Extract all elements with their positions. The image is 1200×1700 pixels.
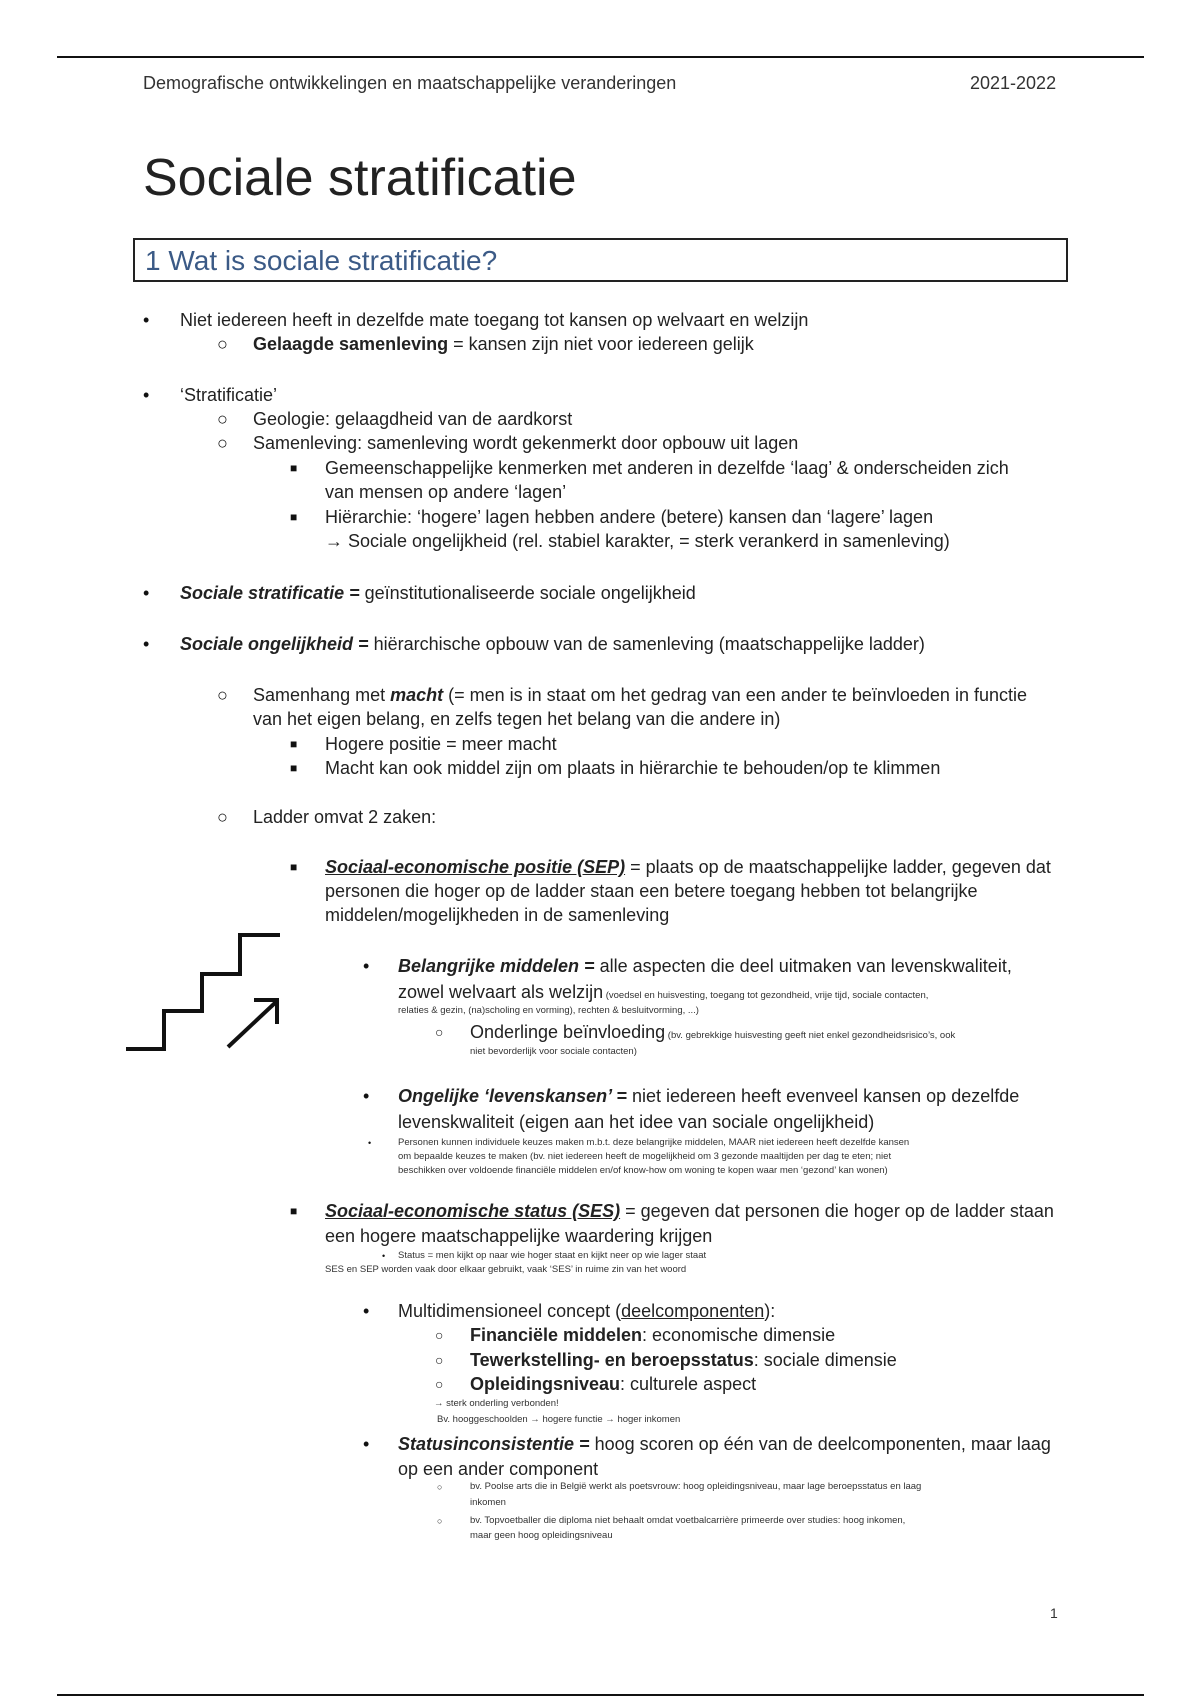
arrow-up-right-icon — [228, 1000, 277, 1047]
sub-bullet-marker: ○ — [217, 409, 228, 429]
list-item: Geologie: gelaagdheid van de aardkorst — [253, 409, 573, 429]
sub-bullet-marker: ○ — [217, 433, 228, 453]
bottom-rule — [57, 1694, 1144, 1696]
square-bullet-marker: ■ — [290, 860, 298, 874]
bullet-marker: • — [143, 583, 150, 603]
list-item: Hogere positie = meer macht — [325, 734, 557, 754]
list-item-cont: maar geen hoog opleidingsniveau — [470, 1530, 613, 1541]
list-item-cont: beschikken over voldoende financiële middelen en/of know-how om woning te kopen waar men ‘gezond’ kan wonen) — [398, 1165, 888, 1176]
list-item: bv. Topvoetballer die diploma niet behaalt omdat voetbalcarrière primeerde over studies: hoog inkomen, — [470, 1515, 906, 1526]
list-item-cont: relaties & gezin, (na)scholing en vorming), rechten & besluitvorming, ...) — [398, 1005, 699, 1016]
note: → sterk onderling verbonden! — [434, 1398, 559, 1409]
list-item-cont: SES en SEP worden vaak door elkaar gebruikt, vaak ‘SES’ in ruime zin van het woord — [325, 1264, 687, 1275]
list-item: Samenleving: samenleving wordt gekenmerkt door opbouw uit lagen — [253, 433, 799, 453]
list-item: Hiërarchie: ‘hogere’ lagen hebben andere (betere) kansen dan ‘lagere’ lagen — [325, 507, 934, 527]
sub-bullet-marker: ○ — [435, 1327, 444, 1343]
note: Bv. hooggeschoolden → hogere functie → hoger inkomen — [437, 1414, 681, 1425]
list-item: Niet iedereen heeft in dezelfde mate toegang tot kansen op welvaart en welzijn — [180, 310, 809, 330]
list-item: Opleidingsniveau: culturele aspect — [470, 1374, 757, 1394]
square-bullet-marker: ■ — [290, 737, 298, 751]
bullet-marker: • — [143, 385, 150, 405]
list-item: Ladder omvat 2 zaken: — [253, 807, 437, 827]
list-item-cont: op een ander component — [398, 1459, 599, 1479]
sub-bullet-marker: ○ — [217, 685, 228, 705]
list-item: Multidimensioneel concept (deelcomponenten): — [398, 1301, 776, 1321]
list-item: Macht kan ook middel zijn om plaats in hiërarchie te behouden/op te klimmen — [325, 758, 941, 778]
list-item-cont: → Sociale ongelijkheid (rel. stabiel karakter, = sterk verankerd in samenleving) — [325, 531, 950, 551]
section-heading-box — [133, 238, 1068, 282]
page-number: 1 — [1050, 1605, 1058, 1621]
sub-bullet-marker: ○ — [217, 334, 228, 354]
list-item: Status = men kijkt op naar wie hoger staat en kijkt neer op wie lager staat — [398, 1250, 707, 1261]
list-item: Samenhang met macht (= men is in staat om het gedrag van een ander te beïnvloeden in functie — [253, 685, 1027, 705]
list-item: Belangrijke middelen = alle aspecten die deel uitmaken van levenskwaliteit, — [398, 956, 1012, 976]
bullet-marker: • — [363, 1086, 370, 1106]
list-item-cont: personen die hoger op de ladder staan een betere toegang hebben tot belangrijke — [325, 881, 978, 901]
list-item-cont: een hogere maatschappelijke waardering krijgen — [325, 1226, 713, 1246]
list-item: Sociale stratificatie = geïnstitutionaliseerde sociale ongelijkheid — [180, 583, 696, 603]
list-item-cont: zowel welvaart als welzijn (voedsel en huisvesting, toegang tot gezondheid, vrije tijd, sociale contacten, — [398, 982, 929, 1002]
list-item: Personen kunnen individuele keuzes maken m.b.t. deze belangrijke middelen, MAAR niet iedereen heeft dezelfde kansen — [398, 1137, 910, 1148]
list-item-cont: inkomen — [470, 1497, 506, 1508]
bullet-marker: • — [363, 956, 370, 976]
sub-bullet-marker: ○ — [437, 1516, 443, 1526]
bullet-marker: • — [363, 1434, 370, 1454]
sub-bullet-marker: ○ — [437, 1482, 443, 1492]
list-item: Tewerkstelling- en beroepsstatus: sociale dimensie — [470, 1350, 897, 1370]
sub-bullet-marker: ○ — [435, 1024, 444, 1040]
list-item: Gelaagde samenleving = kansen zijn niet voor iedereen gelijk — [253, 334, 754, 354]
square-bullet-marker: ■ — [290, 1204, 298, 1218]
sub-bullet-marker: ○ — [217, 807, 228, 827]
list-item: Gemeenschappelijke kenmerken met anderen in dezelfde ‘laag’ & onderscheiden zich — [325, 458, 1009, 478]
small-bullet-marker: • — [368, 1138, 372, 1148]
list-item: Sociale ongelijkheid = hiërarchische opbouw van de samenleving (maatschappelijke ladder) — [180, 634, 925, 654]
list-item-cont: van het eigen belang, en zelfs tegen het belang van die andere in) — [253, 709, 781, 729]
list-item: bv. Poolse arts die in België werkt als poetsvrouw: hoog opleidingsniveau, maar lage beroepsstatus en laag — [470, 1481, 922, 1492]
header-course: Demografische ontwikkelingen en maatschappelijke veranderingen — [143, 73, 677, 93]
list-item-cont: levenskwaliteit (eigen aan het idee van sociale ongelijkheid) — [398, 1112, 875, 1132]
bullet-marker: • — [143, 310, 150, 330]
list-item: Sociaal-economische positie (SEP) = plaats op de maatschappelijke ladder, gegeven dat — [325, 857, 1051, 877]
top-rule — [57, 56, 1144, 58]
small-bullet-marker: • — [382, 1251, 386, 1261]
list-item: Statusinconsistentie = hoog scoren op één van de deelcomponenten, maar laag — [398, 1434, 1051, 1454]
bullet-marker: • — [363, 1301, 370, 1321]
stairs-icon — [122, 928, 287, 1053]
square-bullet-marker: ■ — [290, 761, 298, 775]
square-bullet-marker: ■ — [290, 461, 298, 475]
header-year: 2021-2022 — [970, 73, 1057, 93]
page-title: Sociale stratificatie — [143, 149, 577, 207]
list-item-cont: niet bevorderlijk voor sociale contacten) — [470, 1046, 637, 1057]
bullet-marker: • — [143, 634, 150, 654]
section-heading: 1 Wat is sociale stratificatie? — [145, 245, 498, 276]
list-item: ‘Stratificatie’ — [180, 385, 278, 405]
list-item: Financiële middelen: economische dimensie — [470, 1325, 836, 1345]
list-item-cont: middelen/mogelijkheden in de samenleving — [325, 905, 670, 925]
list-item-cont: van mensen op andere ‘lagen’ — [325, 482, 567, 502]
list-item: Onderlinge beïnvloeding (bv. gebrekkige huisvesting geeft niet enkel gezondheidsrisico’s, ook — [470, 1022, 956, 1042]
list-item-cont: om bepaalde keuzes te maken (bv. niet iedereen heeft de mogelijkheid om 3 gezonde maaltijden per dag te eten; niet — [398, 1151, 892, 1162]
list-item: Sociaal-economische status (SES) = gegeven dat personen die hoger op de ladder staan — [325, 1201, 1054, 1221]
sub-bullet-marker: ○ — [435, 1352, 444, 1368]
square-bullet-marker: ■ — [290, 510, 298, 524]
sub-bullet-marker: ○ — [435, 1376, 444, 1392]
list-item: Ongelijke ‘levenskansen’ = niet iedereen heeft evenveel kansen op dezelfde — [398, 1086, 1020, 1106]
